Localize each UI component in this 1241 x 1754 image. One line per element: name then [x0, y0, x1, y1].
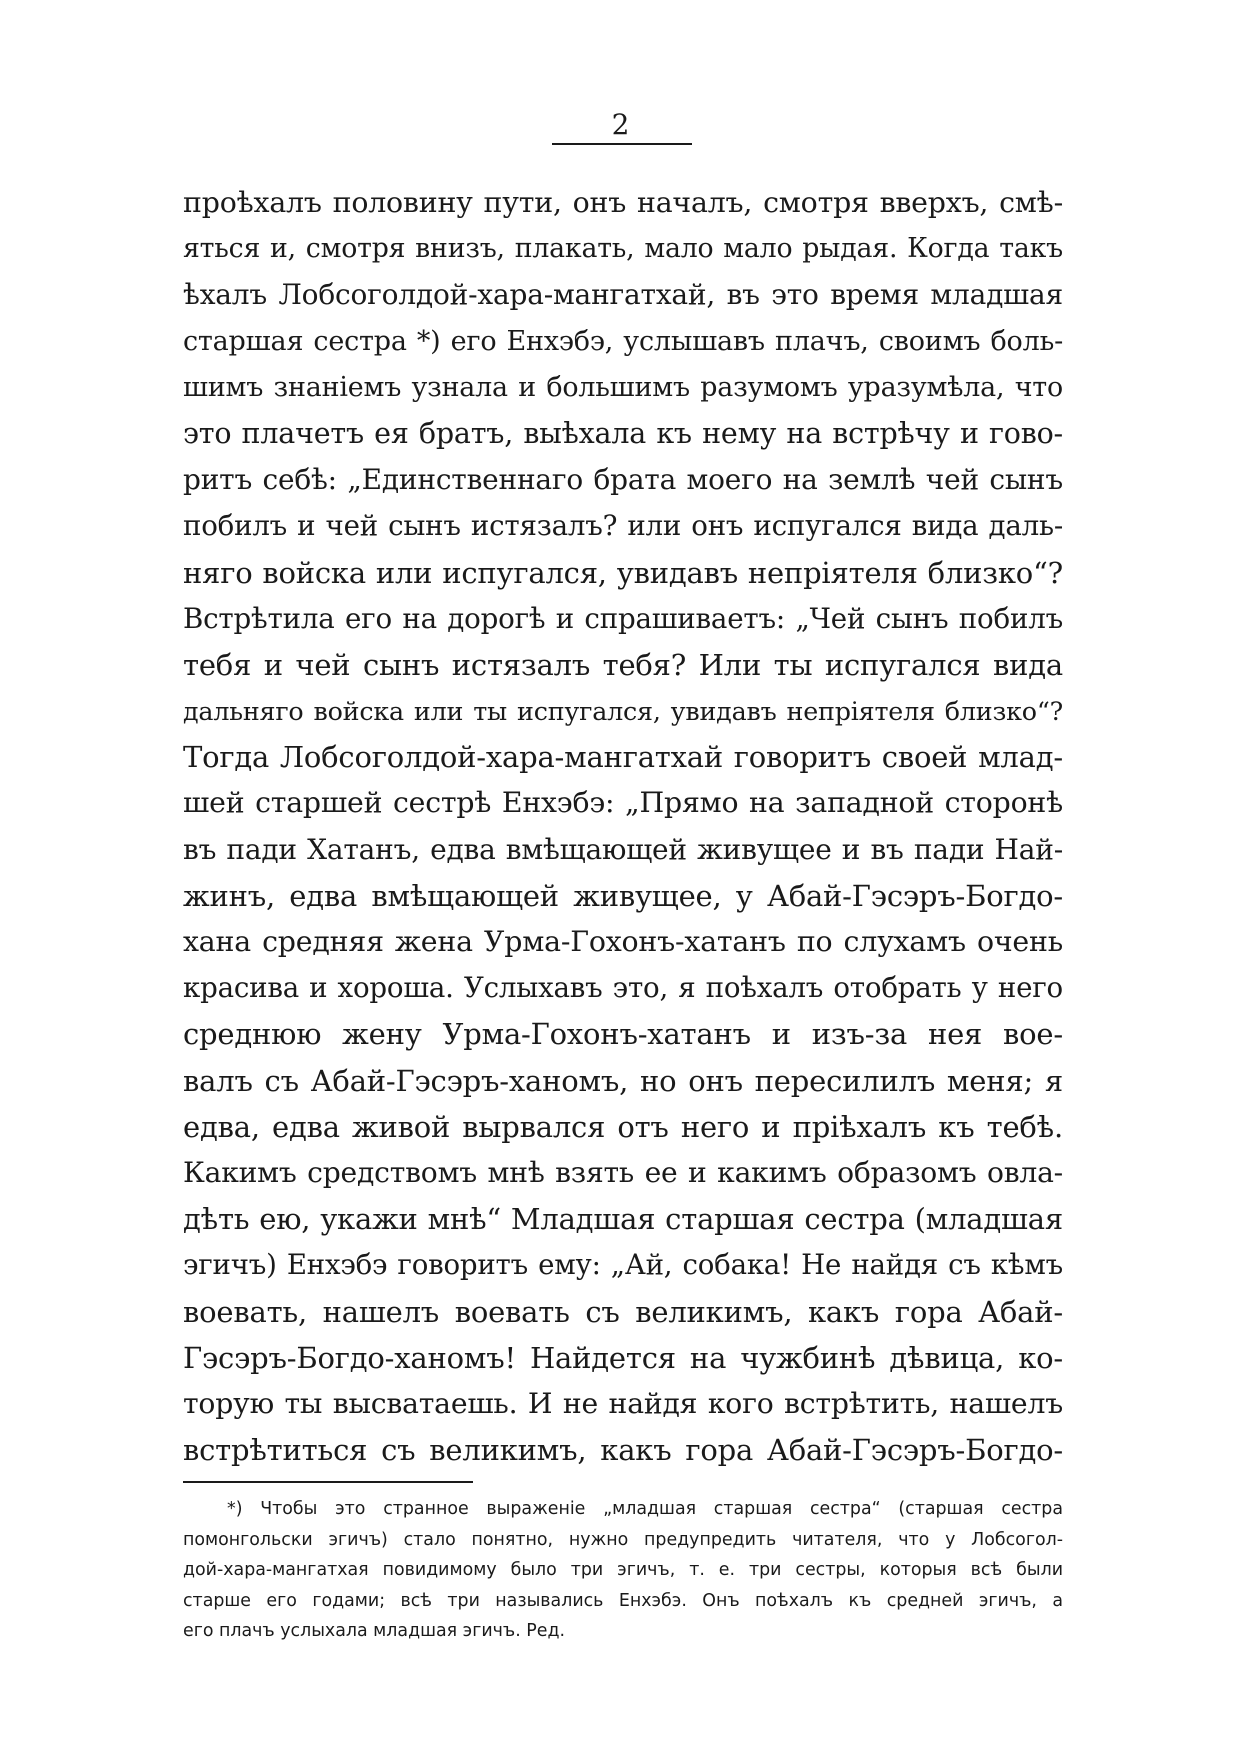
header-rule	[552, 143, 692, 145]
text-line: тебя и чей сынъ истязалъ тебя? Или ты испугался вида	[183, 647, 1063, 682]
text-line: няго войска или испугался, увидавъ непріятеля близко“?	[183, 555, 1063, 590]
text-line: хана средняя жена Урма-Гохонъ-хатанъ по слухамъ очень	[183, 925, 1063, 958]
text-line: красива и хороша. Услыхавъ это, я поѣхалъ отобрать у него	[183, 971, 1063, 1005]
text-line: побилъ и чей сынъ истязалъ? или онъ испугался вида даль-	[183, 509, 1063, 543]
text-line: среднюю жену Урма-Гохонъ-хатанъ и изъ-за нея вое-	[183, 1017, 1063, 1052]
text-line: встрѣтиться съ великимъ, какъ гора Абай-Гэсэръ-Богдо-	[183, 1433, 1063, 1468]
footnote-line: его плачъ услыхала младшая эгичъ. Ред.	[183, 1621, 565, 1641]
text-line: эгичъ) Енхэбэ говоритъ ему: „Ай, собака! Не найдя съ кѣмъ	[183, 1248, 1063, 1282]
text-line: Гэсэръ-Богдо-ханомъ! Найдется на чужбинѣ дѣвица, ко-	[183, 1340, 1063, 1375]
text-line: старшая сестра *) его Енхэбэ, услышавъ плачъ, своимъ боль-	[183, 325, 1063, 357]
text-line: едва, едва живой вырвался отъ него и пріѣхалъ къ тебѣ.	[183, 1109, 1063, 1144]
footnote-line: помонгольски эгичъ) стало понятно, нужно предупредить читателя, что у Лобсогол-	[183, 1529, 1063, 1550]
text-line: шимъ знаніемъ узнала и большимъ разумомъ уразумѣла, что	[183, 371, 1063, 403]
text-line: торую ты высватаешь. И не найдя кого встрѣтить, нашелъ	[183, 1386, 1063, 1420]
text-line: въ пади Хатанъ, едва вмѣщающей живущее и въ пади Най-	[183, 832, 1063, 866]
footnote-line: дой-хара-мангатхая повидимому было три эгичъ, т. е. три сестры, которыя всѣ были	[183, 1560, 1063, 1580]
text-line: Встрѣтила его на дорогѣ и спрашиваетъ: „Чей сынъ побилъ	[183, 601, 1063, 635]
text-line: дѣть ею, укажи мнѣ“ Младшая старшая сестра (младшая	[183, 1202, 1063, 1237]
page-number: 2	[611, 108, 630, 141]
text-line: ритъ себѣ: „Единственнаго брата моего на землѣ чей сынъ	[183, 463, 1063, 497]
text-line: дальняго войска или ты испугался, увидавъ непріятеля близко“?	[183, 696, 1063, 727]
body-text	[183, 180, 1063, 1473]
footnote	[183, 1494, 1063, 1647]
text-line: это плачетъ ея братъ, выѣхала къ нему на встрѣчу и гово-	[183, 416, 1063, 450]
text-line: Тогда Лобсоголдой-хара-мангатхай говоритъ своей млад-	[183, 740, 1063, 775]
text-line: проѣхалъ половину пути, онъ началъ, смотря вверхъ, смѣ-	[183, 186, 1063, 219]
text-line: яться и, смотря внизъ, плакать, мало мало рыдая. Когда такъ	[183, 233, 1063, 265]
footnote-line: старше его годами; всѣ три назывались Енхэбэ. Онъ поѣхалъ къ средней эгичъ, а	[183, 1590, 1063, 1611]
text-line: жинъ, едва вмѣщающей живущее, у Абай-Гэсэръ-Богдо-	[183, 878, 1063, 913]
text-line: ѣхалъ Лобсоголдой-хара-мангатхай, въ это время младшая	[183, 278, 1063, 312]
footnote-rule	[183, 1481, 473, 1483]
text-line: шей старшей сестрѣ Енхэбэ: „Прямо на западной сторонѣ	[183, 786, 1063, 820]
footnote-line: *) Чтобы это странное выраженіе „младшая старшая сестра“ (старшая сестра	[227, 1499, 1063, 1519]
text-line: воевать, нашелъ воевать съ великимъ, какъ гора Абай-	[183, 1294, 1063, 1329]
text-line: Какимъ средствомъ мнѣ взять ее и какимъ образомъ овла-	[183, 1155, 1063, 1189]
text-line: валъ съ Абай-Гэсэръ-ханомъ, но онъ пересилилъ меня; я	[183, 1063, 1063, 1098]
